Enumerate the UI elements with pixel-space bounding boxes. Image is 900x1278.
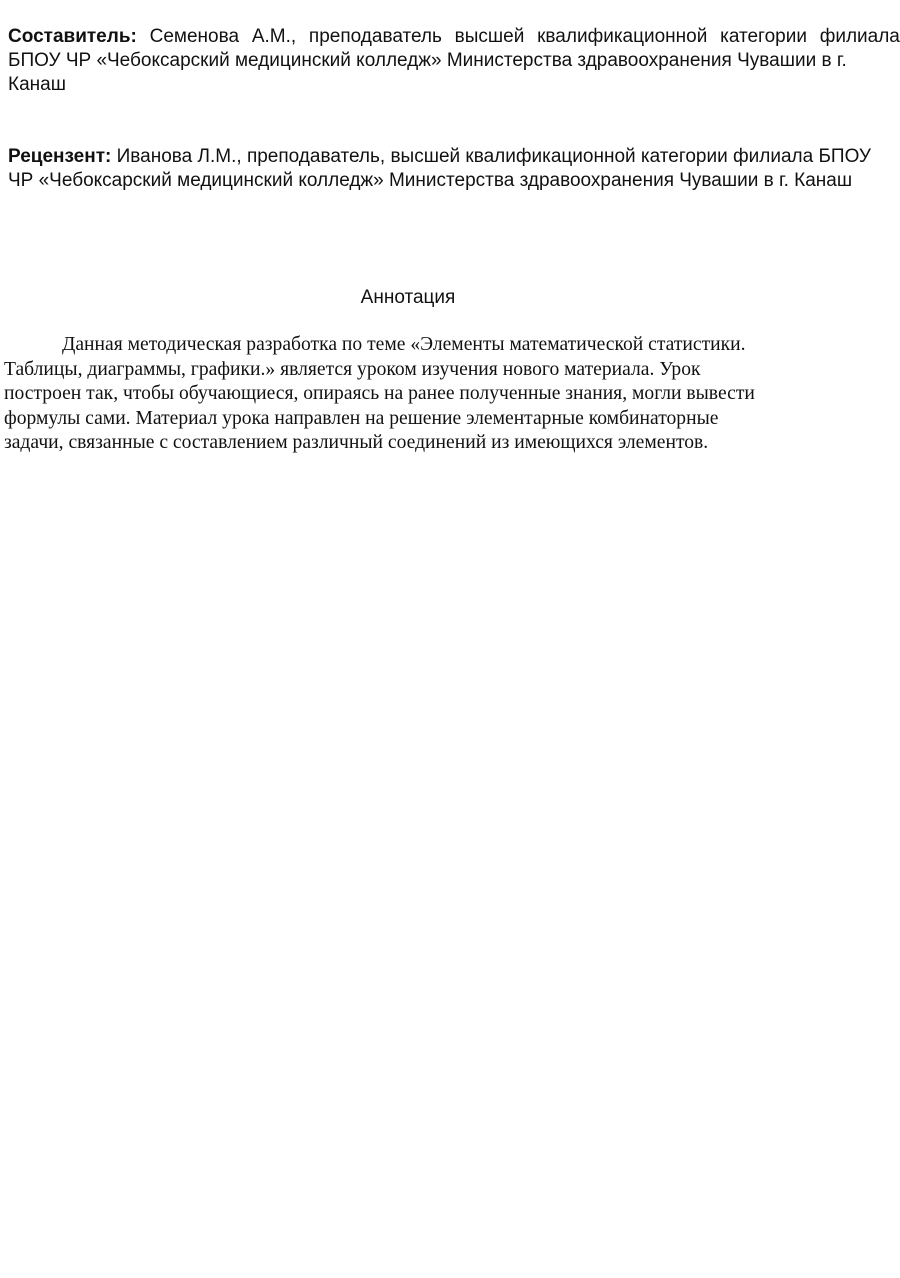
reviewer-text-1: Иванова Л.М., преподаватель, высшей квалификационной категории филиала БПОУ [116,146,871,167]
compiler-line-2: БПОУ ЧР «Чебоксарский медицинский колледж» Министерства здравоохранения Чувашии в г. [8,50,847,71]
compiler-line-3: Канаш [8,74,66,95]
reviewer-line-1 [8,145,871,169]
annotation-line: задачи, связанные с составлением различный соединений из имеющихся элементов. [4,432,709,453]
reviewer-line-2: ЧР «Чебоксарский медицинский колледж» Министерства здравоохранения Чувашии в г. Канаш [8,170,853,191]
annotation-line: формулы сами. Материал урока направлен на решение элементарные комбинаторные [4,407,719,429]
annotation-title: Аннотация [360,287,456,308]
annotation-line: построен так, чтобы обучающиеся, опираясь на ранее полученные знания, могли вывести [4,383,755,404]
annotation-body [4,333,816,456]
compiler-line-1 [8,25,900,49]
annotation-line: Таблицы, диаграммы, графики.» является уроком изучения нового материала. Урок [4,358,701,380]
compiler-block [8,25,900,97]
compiler-label: Составитель: [8,26,137,47]
reviewer-label: Рецензент: [8,146,112,167]
reviewer-block [8,145,871,193]
annotation-line: Данная методическая разработка по теме «Элементы математической статистики. [62,334,746,355]
compiler-text-1: Семенова А.М., преподаватель высшей квалификационной категории филиала [149,26,900,47]
